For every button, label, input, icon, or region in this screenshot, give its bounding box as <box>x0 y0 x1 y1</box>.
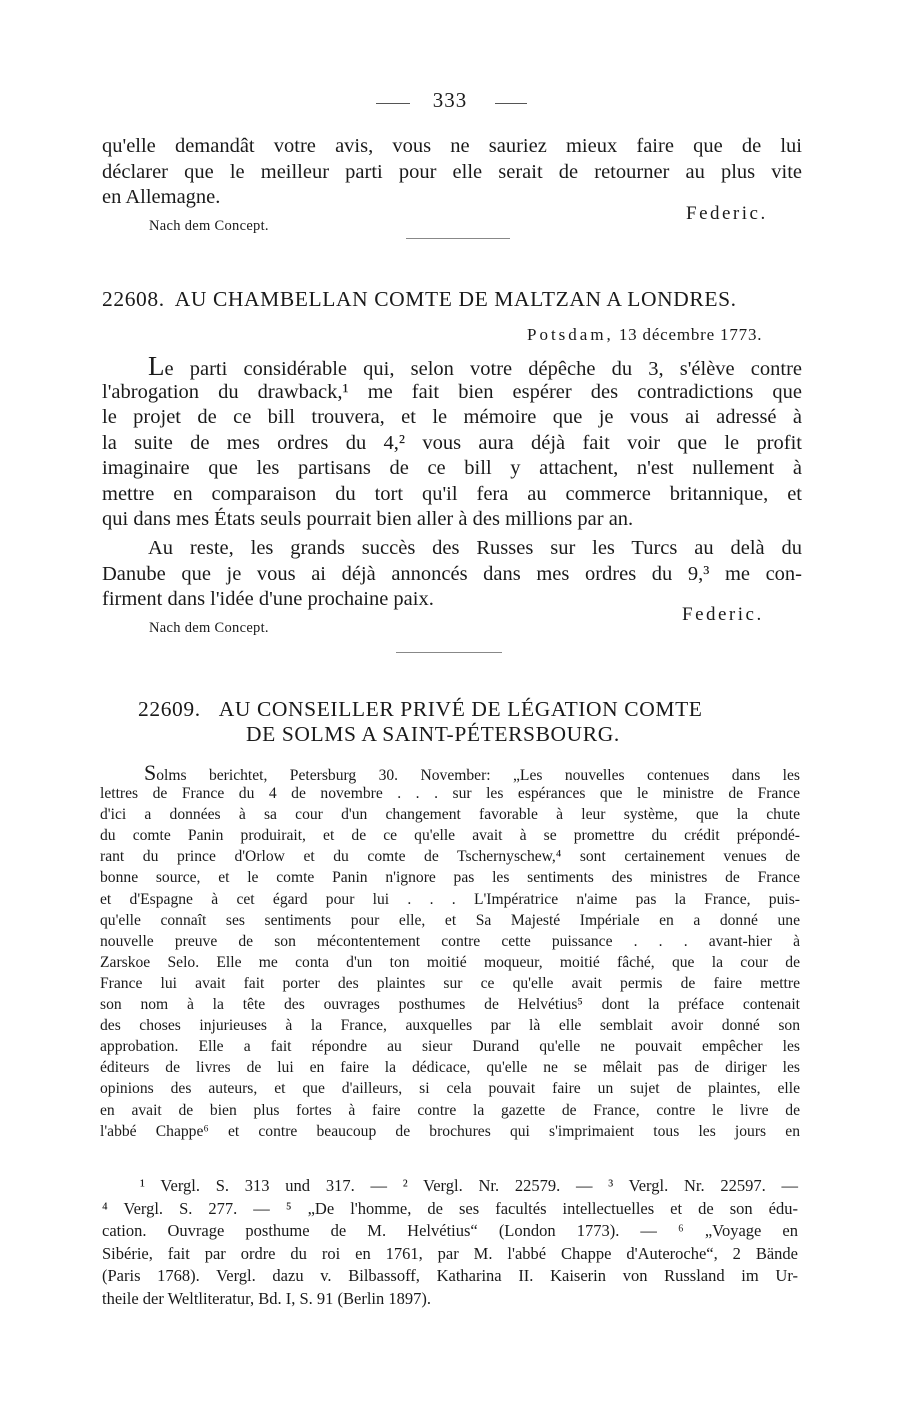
text-line: en avait de bien plus fortes à faire contre la gazette de France, contre le livre de <box>100 1101 800 1119</box>
text-line: Au reste, les grands succès des Russes sur les Turcs au delà du <box>148 537 802 559</box>
text-line: déclarer que le meilleur parti pour elle serait de retourner au plus vite <box>102 160 802 183</box>
dateline-place: Potsdam, <box>527 325 614 344</box>
text-line: d'ici a données à sa cour d'un changement favorable à leur système, que la chute <box>100 806 800 824</box>
text-line: la suite de mes ordres du 4,² vous aura déjà fait voir que le profit <box>102 431 802 454</box>
footnote-line: Sibérie, fait par ordre du roi en 1761, par M. l'abbé Chappe d'Auteroche“, 2 Bände <box>102 1243 798 1263</box>
letter-heading <box>102 287 737 312</box>
text-line: opinions des auteurs, et que d'ailleurs, si cela pouvait faire un sujet de plaintes, elle <box>100 1080 800 1098</box>
footnote-line: ⁴ Vergl. S. 277. — ⁵ „De l'homme, de ses facultés intellectuelles et de son édu- <box>102 1198 798 1218</box>
letter-title: AU CONSEILLER PRIVÉ DE LÉGATION COMTE <box>218 697 703 721</box>
letter-heading <box>138 697 703 722</box>
source-note: Nach dem Concept. <box>149 218 269 234</box>
text-line: Zarskoe Selo. Elle me conta d'un ton moitié moqueur, moitié fâché, que la cour de <box>100 953 800 971</box>
paragraph-2 <box>102 536 802 613</box>
section-divider <box>406 238 510 239</box>
page-number: 333 <box>432 88 468 112</box>
text-line: l'abrogation du drawback,¹ me fait bien espérer des contradictions que <box>102 380 802 403</box>
text-line: mettre en comparaison du tort qu'il fera au commerce britannique, et <box>102 482 802 505</box>
text-line: son nom à la tête des ouvrages posthumes de Helvétius⁵ dont la préface contenait <box>100 996 800 1014</box>
signature: Federic. <box>682 604 764 625</box>
footnote-line: theile der Weltliteratur, Bd. I, S. 91 (Berlin 1897). <box>102 1288 432 1308</box>
text-line: l'abbé Chappe⁶ et contre beaucoup de brochures qui s'imprimaient tous les jours en <box>100 1122 800 1140</box>
text-line: qu'elle connaît ses sentiments pour elle, et Sa Majesté Impériale en a donné une <box>100 911 800 929</box>
dateline-date: 13 décembre 1773. <box>618 325 763 344</box>
text-line: e parti considérable qui, selon votre dépêche du 3, s'élève contre <box>164 358 802 380</box>
text-line: olms berichtet, Petersburg 30. November: „Les nouvelles contenues dans les <box>156 767 800 784</box>
text-line: des choses injurieuses à la France, auxquelles par là elle semblait avoir donné son <box>100 1017 800 1035</box>
letter-number: 22609. <box>138 697 201 721</box>
letter-title: AU CHAMBELLAN COMTE DE MALTZAN A LONDRES. <box>174 287 737 311</box>
section-divider <box>396 652 502 653</box>
text-line: France lui avait fait porter des plaintes sur ce qu'elle avait permis de faire mettre <box>100 974 800 992</box>
text-line: du comte Panin produirait, et de ce qu'elle avait à se promettre du crédit prépondé- <box>100 827 800 845</box>
text-line: lettres de France du 4 de novembre . . . sur les espérances que le ministre de France <box>100 785 800 803</box>
text-line: imaginaire que les partisans de ce bill y attachent, n'est nullement à <box>102 457 802 479</box>
footnote-line: ¹ Vergl. S. 313 und 317. — ² Vergl. Nr. 22579. — ³ Vergl. Nr. 22597. — <box>140 1176 798 1195</box>
continuation-paragraph <box>102 134 802 211</box>
text-line: éditeurs de livres de lui en faire la dédicace, qu'elle ne se mêlait pas de diriger les <box>100 1059 800 1077</box>
text-line: en Allemagne. <box>102 186 221 208</box>
initial-letter: L <box>148 351 165 381</box>
header-dash-right <box>495 103 527 104</box>
footnote-line: cation. Ouvrage posthume de M. Helvétius“ (London 1773). — ⁶ „Voyage en <box>102 1221 798 1240</box>
text-line: nouvelle preuve de son mécontentement contre cette puissance . . . avant-hier à <box>100 932 800 950</box>
text-line: firment dans l'idée d'une prochaine paix. <box>102 588 434 610</box>
initial-letter: S <box>144 760 157 785</box>
text-line: le projet de ce bill trouvera, et le mémoire que je vous ai adressé à <box>102 406 802 428</box>
text-line: approbation. Elle a fait répondre au sieur Durand qu'elle ne pouvait empêcher les <box>100 1038 800 1056</box>
text-line: Danube que je vous ai déjà annoncés dans mes ordres du 9,³ me con- <box>102 562 802 585</box>
source-note: Nach dem Concept. <box>149 620 269 636</box>
text-line: qui dans mes États seuls pourrait bien aller à des millions par an. <box>102 508 634 530</box>
text-line: qu'elle demandât votre avis, vous ne sauriez mieux faire que de lui <box>102 135 802 157</box>
footnotes <box>102 1175 798 1310</box>
signature: Federic. <box>686 203 768 224</box>
letter-number: 22608. <box>102 287 165 311</box>
letter-body <box>100 762 800 1142</box>
text-line: rant du prince d'Orlow et du comte de Tschernyschew,⁴ sont certainement venues de <box>100 848 800 866</box>
text-line: et d'Espagne à cet égard pour lui . . . L'Impératrice n'aime pas la France, puis- <box>100 890 800 908</box>
text-line: bonne source, et le comte Panin n'ignore pas les sentiments des ministres de France <box>100 869 800 887</box>
footnote-line: (Paris 1768). Vergl. dazu v. Bilbassoff, Katharina II. Kaiserin von Russland im Ur- <box>102 1266 798 1285</box>
paragraph-1 <box>102 351 802 533</box>
letter-title-line2: DE SOLMS A SAINT-PÉTERSBOURG. <box>246 722 620 746</box>
dateline <box>527 325 762 345</box>
